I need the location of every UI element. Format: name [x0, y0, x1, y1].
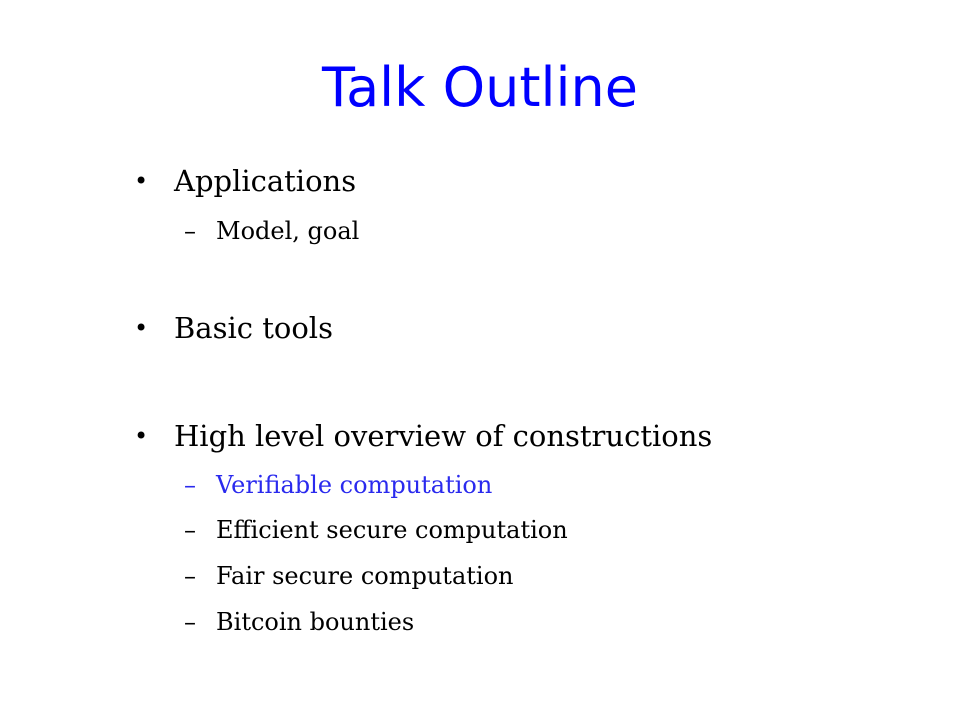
bullet-icon: •	[134, 422, 149, 450]
sub-item-text: Verifiable computation	[216, 471, 493, 499]
sub-item-text: Efficient secure computation	[216, 516, 568, 544]
sub-item-text: Bitcoin bounties	[216, 608, 415, 636]
slide-title: Talk Outline	[322, 56, 638, 119]
bullet-icon: •	[134, 314, 149, 342]
bullet-text: Applications	[174, 164, 357, 198]
dash-icon: –	[184, 471, 196, 499]
sub-item-text: Model, goal	[216, 217, 360, 245]
dash-icon: –	[184, 562, 196, 590]
dash-icon: –	[184, 217, 196, 245]
bullet-icon: •	[134, 167, 149, 195]
sub-item-text: Fair secure computation	[216, 562, 514, 590]
dash-icon: –	[184, 608, 196, 636]
bullet-text: Basic tools	[174, 311, 333, 345]
dash-icon: –	[184, 516, 196, 544]
bullet-text: High level overview of constructions	[174, 419, 713, 453]
